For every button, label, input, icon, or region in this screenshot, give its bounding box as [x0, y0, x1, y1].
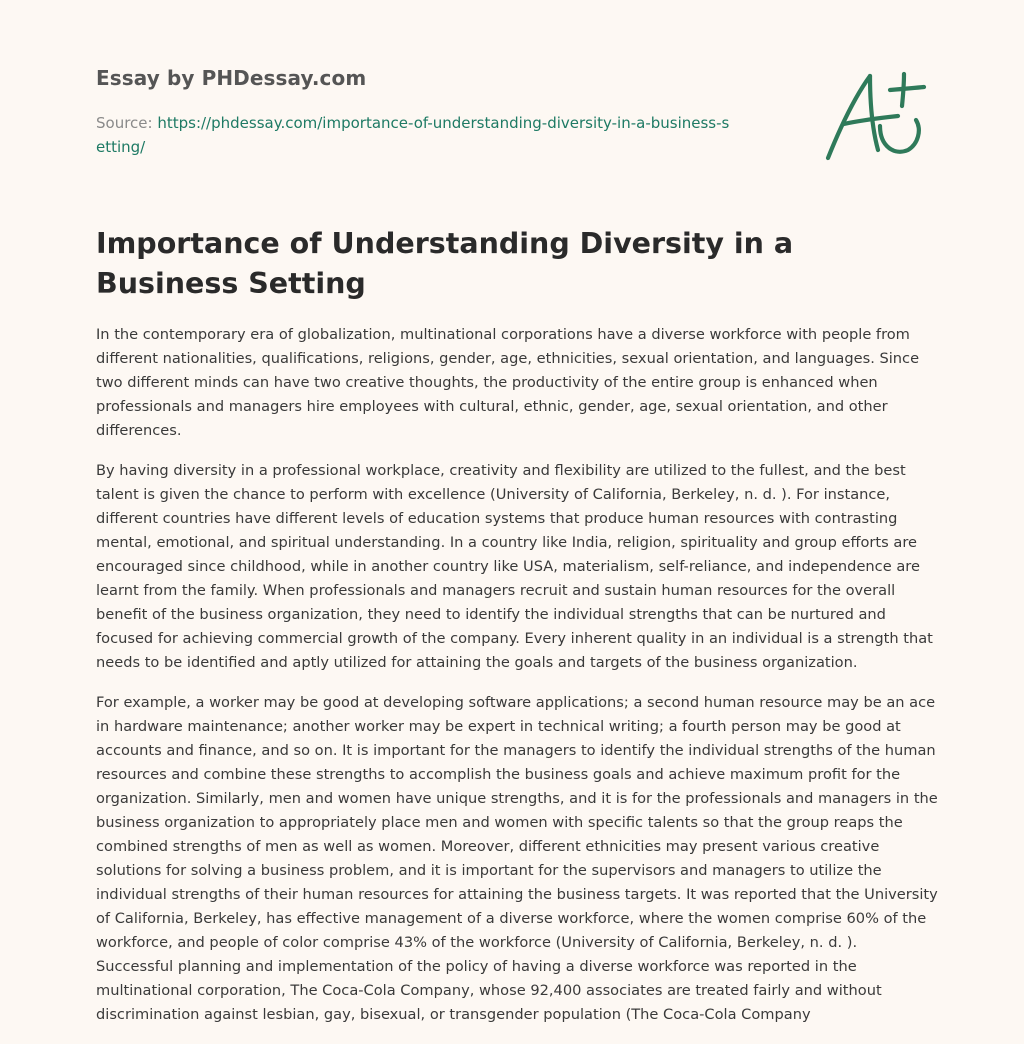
source-link[interactable]: https://phdessay.com/importance-of-understanding-diversity-in-a-business-setting/ [96, 114, 730, 156]
essay-body [96, 323, 938, 1043]
essay-paragraph: In the contemporary era of globalization, multinational corporations have a diverse workforce with people from different nationalities, qualifications, religions, gender, age, ethnicities, sexual orientation, and languages. Since two different minds can have two creative thoughts, the productivity of the entire group is enhanced when professionals and managers hire employees with cultural, ethnic, gender, age, sexual orientation, and other differences. [96, 326, 920, 439]
essay-paragraph: By having diversity in a professional workplace, creativity and flexibility are utilized to the fullest, and the best talent is given the chance to perform with excellence (University of California, Berkeley, n. d. ). For instance, different countries have different levels of education systems that produce human resources with contrasting mental, emotional, and spiritual understanding. In a country like India, religion, spirituality and group efforts are encouraged since childhood, while in another country like USA, materialism, self-reliance, and independence are learnt from the family. When professionals and managers recruit and sustain human resources for the overall benefit of the business organization, they need to identify the individual strengths that can be nurtured and focused for achieving commercial growth of the company. Every inherent quality in an individual is a strength that needs to be identified and aptly utilized for attaining the goals and targets of the business organization. [96, 462, 933, 671]
essay-title: Importance of Understanding Diversity in a Business Setting [96, 227, 794, 300]
a-plus-logo-icon [818, 66, 930, 166]
essay-paragraph: For example, a worker may be good at developing software applications; a second human resource may be an ace in hardware maintenance; another worker may be expert in technical writing; a fourth person may be good at accounts and finance, and so on. It is important for the managers to identify the individual strengths of the human resources and combine these strengths to accomplish the business goals and achieve maximum profit for the organization. Similarly, men and women have unique strengths, and it is for the professionals and managers in the business organization to appropriately place men and women with specific talents so that the group reaps the combined strengths of men as well as women. Moreover, different ethnicities may present various creative solutions for solving a business problem, and it is important for the supervisors and managers to utilize the individual strengths of their human resources for attaining the business targets. It was reported that the University of California, Berkeley, has effective management of a diverse workforce, where the women comprise 60% of the workforce, and people of color comprise 43% of the workforce (University of California, Berkeley, n. d. ). Successful planning and implementation of the policy of having a diverse workforce was reported in the multinational corporation, The Coca-Cola Company, whose 92,400 associates are treated fairly and without discrimination against lesbian, gay, bisexual, or transgender population (The Coca-Cola Company [96, 694, 938, 1023]
source-line [96, 111, 736, 159]
source-label: Source: [96, 114, 158, 132]
site-title: Essay by PHDessay.com [96, 66, 367, 90]
